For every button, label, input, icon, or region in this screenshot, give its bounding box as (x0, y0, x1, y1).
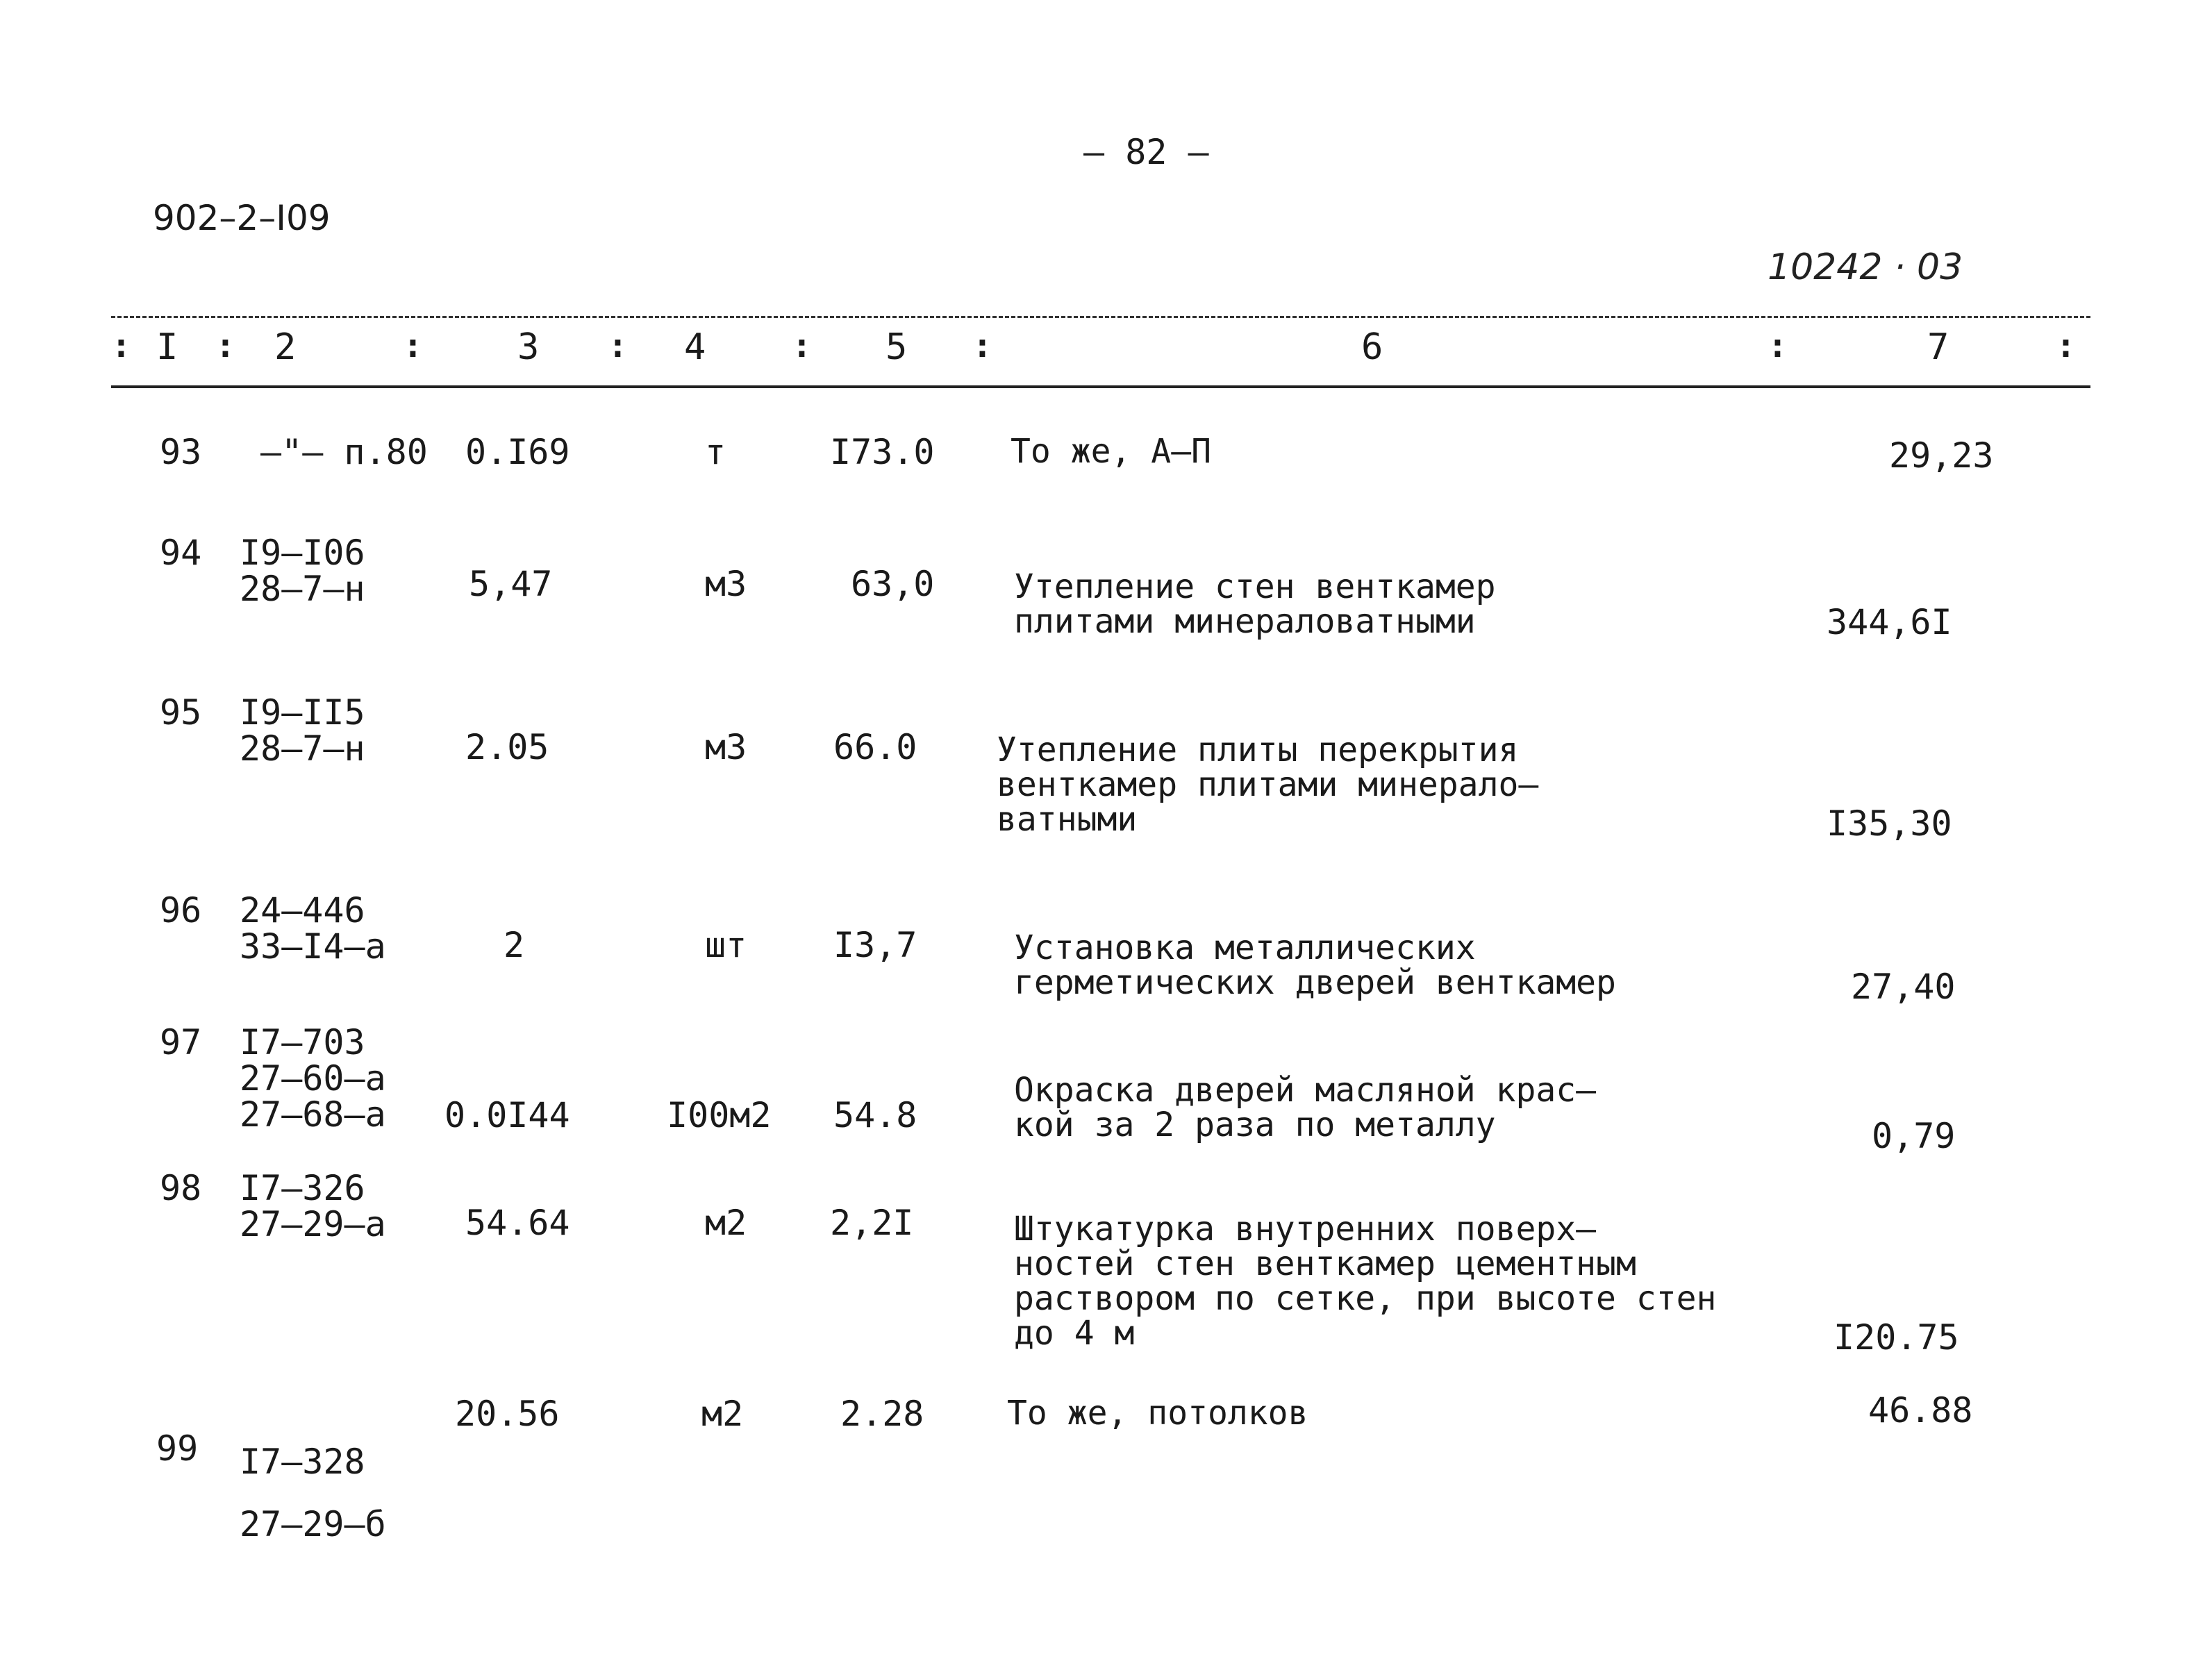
column-header-7: 7 (1927, 326, 1949, 368)
row-quantity: 0.0I44 (444, 1095, 570, 1135)
row-quantity: 54.64 (465, 1203, 570, 1243)
row-code: I9–II5 28–7–н (240, 692, 365, 769)
row-quantity: 0.I69 (465, 432, 570, 472)
document-code: 902–2–I09 (153, 198, 331, 238)
row-price: I73.0 (830, 432, 935, 472)
column-header-1: I (156, 326, 178, 368)
row-total: I35,30 (1827, 803, 1952, 844)
row-total: I20.75 (1833, 1317, 1959, 1358)
row-code: –"– п.80 (260, 432, 428, 472)
row-total: 0,79 (1872, 1116, 1956, 1156)
column-header-6: 6 (1361, 326, 1383, 368)
row-price: 63,0 (851, 564, 935, 604)
table-top-rule (111, 316, 2090, 318)
row-unit: м3 (705, 564, 747, 604)
row-unit: шт (705, 925, 747, 965)
row-number: 97 (160, 1022, 202, 1062)
column-header-5: 5 (885, 326, 908, 368)
row-quantity: 2 (504, 925, 525, 965)
table-header-rule (111, 385, 2090, 388)
inventory-number: 10242 · 03 (1768, 247, 1963, 288)
row-total: 27,40 (1851, 967, 1956, 1007)
row-price: 66.0 (833, 727, 917, 767)
row-price: I3,7 (833, 925, 917, 965)
row-description: Штукатурка внутренних поверх– ностей стен венткамер цементным раствором по сетке, при высоте стен до 4 м (1014, 1210, 1717, 1353)
row-code: I9–I06 28–7–н (240, 533, 365, 609)
row-code: I7–328 27–29–б (240, 1442, 386, 1544)
row-unit: т (705, 432, 726, 472)
row-description: Утепление стен венткамер плитами минераловатными (1014, 567, 1496, 641)
row-description: Утепление плиты перекрытия венткамер плитами минерало– ватными (997, 731, 1539, 839)
row-number: 99 (156, 1428, 199, 1469)
row-number: 98 (160, 1168, 202, 1208)
row-quantity: 2.05 (465, 727, 549, 767)
row-quantity: 5,47 (469, 564, 553, 604)
row-code: 24–446 33–I4–а (240, 890, 386, 967)
column-header-2: 2 (274, 326, 297, 368)
row-unit: м2 (701, 1394, 744, 1434)
row-description: Установка металлических герметических дверей венткамер (1014, 928, 1616, 1002)
row-description: То же, потолков (1007, 1394, 1308, 1433)
row-number: 96 (160, 890, 202, 931)
row-unit: м2 (705, 1203, 747, 1243)
row-number: 95 (160, 692, 202, 733)
row-price: 54.8 (833, 1095, 917, 1135)
row-description: Окраска дверей масляной крас– кой за 2 раза по металлу (1014, 1071, 1597, 1144)
row-unit: м3 (705, 727, 747, 767)
row-price: 2.28 (840, 1394, 924, 1434)
row-description: То же, А–П (1011, 432, 1211, 471)
row-number: 93 (160, 432, 202, 472)
row-price: 2,2I (830, 1203, 914, 1243)
row-total: 46.88 (1868, 1390, 1973, 1430)
row-unit: I00м2 (667, 1095, 772, 1135)
row-total: 29,23 (1889, 435, 1994, 476)
page-number: – 82 – (1083, 132, 1209, 172)
row-quantity: 20.56 (455, 1394, 560, 1434)
column-header-4: 4 (684, 326, 706, 368)
row-code: I7–703 27–60–а 27–68–а (240, 1022, 386, 1135)
row-number: 94 (160, 533, 202, 573)
row-total: 344,6I (1827, 602, 1952, 642)
row-code: I7–326 27–29–а (240, 1168, 386, 1244)
column-header-3: 3 (517, 326, 540, 368)
